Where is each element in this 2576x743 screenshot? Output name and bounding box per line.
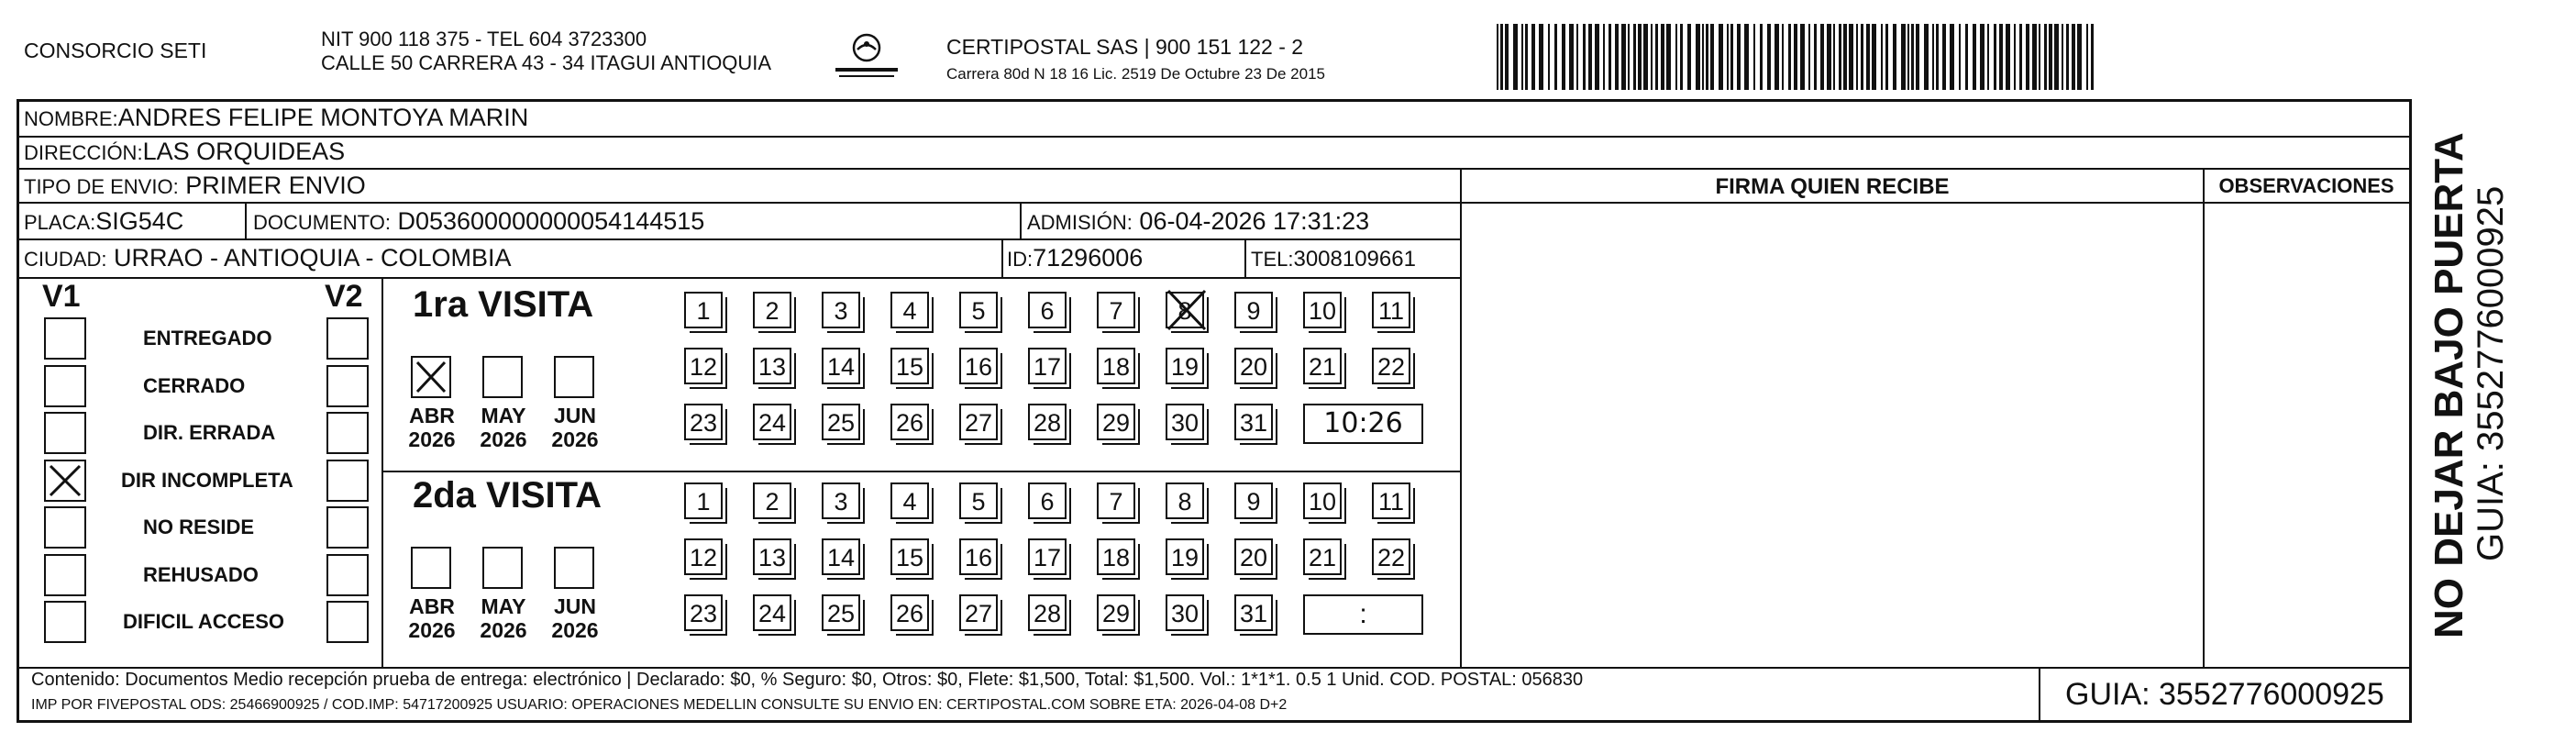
second-visit-day-box[interactable] — [890, 594, 929, 631]
day-number: 5 — [971, 297, 986, 325]
first-visit-day-box[interactable] — [1303, 292, 1342, 328]
month-name: JUN — [553, 594, 596, 618]
first-visit-day-box[interactable] — [1372, 292, 1410, 328]
second-visit-day-box[interactable] — [1303, 538, 1342, 575]
month-year: 2026 — [480, 618, 527, 642]
admission-field — [1027, 205, 1369, 238]
day-number: 26 — [895, 600, 924, 627]
second-visit-day-box[interactable] — [753, 482, 791, 519]
side-guia: GUIA: 3552776000925 — [2471, 185, 2511, 561]
day-number: 2 — [765, 488, 779, 516]
first-visit-time[interactable]: 10:26 — [1303, 404, 1423, 444]
recipient-name — [24, 102, 528, 135]
day-number: 14 — [826, 353, 856, 381]
second-visit-day-box[interactable] — [1372, 538, 1410, 575]
first-visit-day-box[interactable] — [1166, 292, 1204, 328]
first-visit-title: 1ra VISITA — [413, 284, 594, 325]
recipient-address — [24, 136, 345, 169]
status-label: CERRADO — [143, 373, 246, 397]
name-value: ANDRES FELIPE MONTOYA MARIN — [117, 104, 529, 131]
v1-checkbox[interactable] — [44, 506, 86, 549]
tel-value: 3008109661 — [1293, 247, 1416, 272]
first-visit-day-box[interactable] — [1028, 404, 1067, 440]
day-number: 25 — [826, 600, 856, 627]
day-number: 30 — [1170, 600, 1200, 627]
id-value: 71296006 — [1033, 244, 1144, 272]
day-number: 19 — [1170, 353, 1200, 381]
day-number: 31 — [1239, 409, 1268, 437]
day-number: 21 — [1308, 544, 1337, 571]
v2-checkbox[interactable] — [326, 460, 369, 502]
day-number: 24 — [757, 409, 787, 437]
first-visit-day-box[interactable] — [1097, 348, 1135, 384]
day-number: 10 — [1308, 297, 1337, 325]
city-field — [24, 242, 512, 275]
first-visit-month-label — [400, 404, 464, 451]
second-visit-month-label — [543, 594, 607, 642]
nit-line: NIT 900 118 375 - TEL 604 3723300 — [321, 28, 647, 50]
first-visit-day-box[interactable] — [1234, 292, 1273, 328]
address-line: CALLE 50 CARRERA 43 - 34 ITAGUI ANTIOQUIA — [321, 51, 772, 74]
day-number: 15 — [895, 544, 924, 571]
second-visit-day-box[interactable] — [890, 482, 929, 519]
day-number: 19 — [1170, 544, 1200, 571]
second-visit-day-box[interactable] — [959, 594, 998, 631]
day-number: 18 — [1101, 544, 1131, 571]
second-visit-day-box[interactable] — [753, 538, 791, 575]
day-number: 13 — [757, 544, 787, 571]
day-number: 9 — [1246, 488, 1261, 516]
plate-field — [24, 205, 183, 238]
first-visit-day-box[interactable] — [684, 348, 723, 384]
month-year: 2026 — [551, 618, 599, 642]
month-name: MAY — [481, 404, 526, 427]
day-number: 8 — [1177, 488, 1192, 516]
second-visit-time[interactable]: : — [1303, 594, 1423, 635]
day-number: 31 — [1239, 600, 1268, 627]
second-visit-day-box[interactable] — [1097, 482, 1135, 519]
v2-checkbox[interactable] — [326, 317, 369, 360]
carrier-line: CERTIPOSTAL SAS | 900 151 122 - 2 — [946, 35, 1304, 59]
v1-checkbox[interactable] — [44, 601, 86, 643]
second-visit-title: 2da VISITA — [413, 475, 602, 516]
status-label: ENTREGADO — [143, 327, 272, 349]
day-number: 28 — [1033, 600, 1062, 627]
type-value: PRIMER ENVIO — [185, 172, 366, 199]
month-year: 2026 — [551, 427, 599, 451]
second-visit-day-box[interactable] — [1097, 538, 1135, 575]
first-visit-day-box[interactable] — [1372, 348, 1410, 384]
second-visit-day-box[interactable] — [1166, 538, 1204, 575]
day-number: 1 — [696, 297, 711, 325]
day-number: 10 — [1308, 488, 1337, 516]
admission-label: ADMISIÓN: — [1027, 211, 1133, 234]
day-number: 14 — [826, 544, 856, 571]
second-visit-day-box[interactable] — [1028, 538, 1067, 575]
first-visit-month-checkbox[interactable] — [482, 356, 523, 398]
first-visit-day-box[interactable] — [753, 348, 791, 384]
first-visit-day-box[interactable] — [753, 404, 791, 440]
day-number: 9 — [1246, 297, 1261, 325]
month-name: ABR — [409, 594, 455, 618]
status-label: DIR INCOMPLETA — [121, 468, 293, 492]
second-visit-day-box[interactable] — [1234, 594, 1273, 631]
second-visit-day-box[interactable] — [753, 594, 791, 631]
day-number: 23 — [689, 409, 718, 437]
first-visit-day-box[interactable] — [1166, 404, 1204, 440]
second-visit-day-box[interactable] — [959, 482, 998, 519]
day-number: 3 — [834, 488, 848, 516]
name-label: NOMBRE: — [24, 107, 118, 130]
status-label: DIFICIL ACCESO — [123, 610, 285, 633]
admission-value: 06-04-2026 17:31:23 — [1139, 207, 1370, 235]
second-visit-month-label — [400, 594, 464, 642]
first-visit-month-checkbox[interactable] — [554, 356, 594, 398]
second-visit-month-checkbox[interactable] — [411, 547, 451, 589]
license-line: Carrera 80d N 18 16 Lic. 2519 De Octubre 23 De 2015 — [946, 65, 1325, 83]
tel-field — [1251, 244, 1416, 275]
day-number: 1 — [696, 488, 711, 516]
v1-checkbox[interactable] — [44, 317, 86, 360]
day-number: 20 — [1239, 544, 1268, 571]
second-visit-day-box[interactable] — [1234, 538, 1273, 575]
day-number: 3 — [834, 297, 848, 325]
second-visit-day-box[interactable] — [1234, 482, 1273, 519]
address-label: DIRECCIÓN: — [24, 141, 143, 164]
footer-guia: GUIA: 3552776000925 — [2065, 677, 2384, 712]
second-visit-day-box[interactable] — [1303, 482, 1342, 519]
day-number: 30 — [1170, 409, 1200, 437]
day-number: 15 — [895, 353, 924, 381]
day-number: 6 — [1040, 488, 1055, 516]
day-number: 6 — [1040, 297, 1055, 325]
day-number: 7 — [1109, 488, 1123, 516]
day-number: 12 — [689, 544, 718, 571]
second-visit-day-box[interactable] — [1166, 482, 1204, 519]
day-number: 5 — [971, 488, 986, 516]
day-number: 28 — [1033, 409, 1062, 437]
day-number: 27 — [964, 600, 993, 627]
first-visit-month-label — [543, 404, 607, 451]
first-visit-day-box[interactable] — [1028, 348, 1067, 384]
day-number: 22 — [1376, 544, 1406, 571]
shipment-type — [24, 170, 366, 203]
id-label: ID: — [1007, 248, 1034, 271]
first-visit-day-box[interactable] — [890, 404, 929, 440]
first-visit-day-box[interactable] — [1097, 292, 1135, 328]
day-number: 11 — [1377, 488, 1405, 516]
day-number: 27 — [964, 409, 993, 437]
second-visit-month-checkbox[interactable] — [554, 547, 594, 589]
check-mark-icon — [415, 360, 448, 399]
day-number: 22 — [1376, 353, 1406, 381]
first-visit-day-box[interactable] — [1303, 348, 1342, 384]
day-number: 20 — [1239, 353, 1268, 381]
document-value: D053600000000054144515 — [397, 207, 705, 235]
v1-checkbox[interactable] — [44, 460, 86, 502]
second-visit-day-box[interactable] — [1028, 594, 1067, 631]
second-visit-day-box[interactable] — [890, 538, 929, 575]
day-number: 4 — [902, 297, 917, 325]
content-line: Contenido: Documentos Medio recepción prueba de entrega: electrónico | Declarado: $0, % Seguro: $0, Otros: $0, Flete: $1,500, Total: $1,500. Vol.: 1*1*1. 0.5 1 Unid. COD. POSTAL: 056830 — [31, 670, 1584, 690]
day-number: 11 — [1377, 297, 1405, 325]
day-number: 16 — [964, 544, 993, 571]
day-number: 25 — [826, 409, 856, 437]
status-label: DIR. ERRADA — [143, 421, 276, 444]
second-visit-day-box[interactable] — [684, 538, 723, 575]
first-visit-day-box[interactable] — [822, 292, 860, 328]
first-visit-day-box[interactable] — [1234, 348, 1273, 384]
first-visit-day-box[interactable] — [684, 404, 723, 440]
first-visit-day-box[interactable] — [753, 292, 791, 328]
second-visit-day-box[interactable] — [959, 538, 998, 575]
day-number: 4 — [902, 488, 917, 516]
v2-checkbox[interactable] — [326, 601, 369, 643]
second-visit-day-box[interactable] — [822, 482, 860, 519]
second-visit-day-box[interactable] — [1166, 594, 1204, 631]
v2-checkbox[interactable] — [326, 506, 369, 549]
second-visit-day-box[interactable] — [1028, 482, 1067, 519]
first-visit-day-box[interactable] — [1234, 404, 1273, 440]
second-visit-day-box[interactable] — [822, 594, 860, 631]
day-number: 12 — [689, 353, 718, 381]
signature-column-title: FIRMA QUIEN RECIBE — [1715, 174, 1950, 199]
day-number: 17 — [1033, 544, 1062, 571]
first-visit-month-checkbox[interactable] — [411, 356, 451, 398]
first-visit-day-box[interactable] — [1166, 348, 1204, 384]
id-field — [1007, 242, 1143, 275]
first-visit-day-box[interactable] — [1097, 404, 1135, 440]
first-visit-day-box[interactable] — [1028, 292, 1067, 328]
imp-line: IMP POR FIVEPOSTAL ODS: 25466900925 / COD.IMP: 54717200925 USUARIO: OPERACIONES MEDELLIN CONSULTE SU ENVIO EN: CERTIPOSTAL.COM SOBRE ETA: 2026-04-08 D+2 — [31, 697, 1288, 713]
city-label: CIUDAD: — [24, 248, 107, 271]
day-number: 23 — [689, 600, 718, 627]
day-number: 29 — [1101, 409, 1131, 437]
first-visit-day-box[interactable] — [822, 348, 860, 384]
v1-checkbox[interactable] — [44, 412, 86, 454]
day-number: 8 — [1177, 297, 1192, 325]
day-number: 21 — [1308, 353, 1337, 381]
day-number: 29 — [1101, 600, 1131, 627]
certipostal-logo-icon — [830, 28, 903, 84]
month-year: 2026 — [408, 618, 456, 642]
v2-label: V2 — [325, 279, 363, 314]
month-year: 2026 — [480, 427, 527, 451]
first-visit-day-box[interactable] — [684, 292, 723, 328]
first-visit-day-box[interactable] — [822, 404, 860, 440]
city-value: URRAO - ANTIOQUIA - COLOMBIA — [113, 244, 512, 272]
day-number: 13 — [757, 353, 787, 381]
day-number: 26 — [895, 409, 924, 437]
day-number: 24 — [757, 600, 787, 627]
document-label: DOCUMENTO: — [253, 211, 391, 234]
v2-checkbox[interactable] — [326, 412, 369, 454]
second-visit-day-box[interactable] — [1097, 594, 1135, 631]
day-number: 7 — [1109, 297, 1123, 325]
day-number: 16 — [964, 353, 993, 381]
document-field — [253, 205, 704, 238]
first-visit-day-box[interactable] — [959, 292, 998, 328]
day-number: 2 — [765, 297, 779, 325]
month-name: ABR — [409, 404, 455, 427]
address-value: LAS ORQUIDEAS — [142, 138, 346, 165]
month-name: MAY — [481, 594, 526, 618]
second-visit-day-box[interactable] — [822, 538, 860, 575]
v2-checkbox[interactable] — [326, 365, 369, 407]
status-label: NO RESIDE — [143, 516, 255, 538]
v2-checkbox[interactable] — [326, 554, 369, 596]
first-visit-day-box[interactable] — [890, 348, 929, 384]
day-number: 17 — [1033, 353, 1062, 381]
side-warning: NO DEJAR BAJO PUERTA — [2427, 132, 2471, 638]
v1-label: V1 — [42, 279, 81, 314]
plate-label: PLACA: — [24, 211, 96, 234]
month-year: 2026 — [408, 427, 456, 451]
company-name: CONSORCIO SETI — [24, 39, 207, 62]
second-visit-day-box[interactable] — [1372, 482, 1410, 519]
tel-label: TEL: — [1251, 248, 1294, 271]
observations-column-title: OBSERVACIONES — [2218, 174, 2394, 197]
second-visit-month-label — [471, 594, 536, 642]
status-label: REHUSADO — [143, 562, 259, 586]
first-visit-day-box[interactable] — [959, 348, 998, 384]
first-visit-day-box[interactable] — [959, 404, 998, 440]
second-visit-day-box[interactable] — [684, 482, 723, 519]
v1-checkbox[interactable] — [44, 365, 86, 407]
month-name: JUN — [553, 404, 596, 427]
barcode — [1497, 24, 2102, 90]
day-number: 18 — [1101, 353, 1131, 381]
second-visit-month-checkbox[interactable] — [482, 547, 523, 589]
v1-checkbox[interactable] — [44, 554, 86, 596]
plate-value: SIG54C — [95, 207, 184, 235]
check-mark-icon — [48, 463, 83, 503]
second-visit-day-box[interactable] — [684, 594, 723, 631]
first-visit-day-box[interactable] — [890, 292, 929, 328]
type-label: TIPO DE ENVIO: — [24, 175, 179, 198]
first-visit-month-label — [471, 404, 536, 451]
